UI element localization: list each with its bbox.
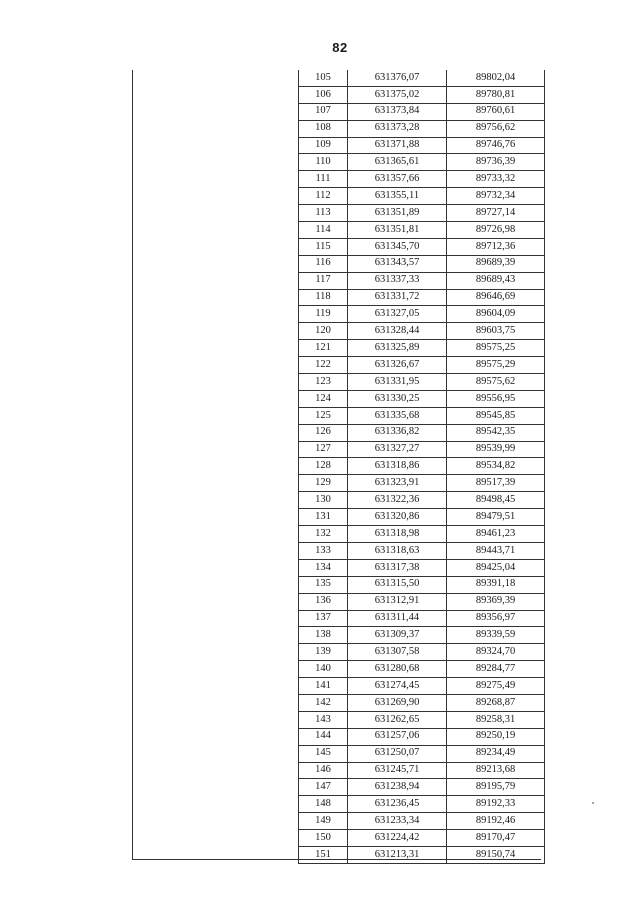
y-coordinate-cell: 89736,39 xyxy=(447,154,545,171)
point-number-cell: 112 xyxy=(299,188,348,205)
y-coordinate-cell: 89733,32 xyxy=(447,171,545,188)
table-row xyxy=(299,154,545,171)
table-row xyxy=(299,357,545,374)
table-row xyxy=(299,458,545,475)
y-coordinate-cell: 89756,62 xyxy=(447,120,545,137)
table-row xyxy=(299,728,545,745)
point-number-cell: 119 xyxy=(299,306,348,323)
table-row xyxy=(299,576,545,593)
x-coordinate-cell: 631327,27 xyxy=(348,441,447,458)
x-coordinate-cell: 631233,34 xyxy=(348,813,447,830)
table-row xyxy=(299,526,545,543)
y-coordinate-cell: 89712,36 xyxy=(447,238,545,255)
x-coordinate-cell: 631317,38 xyxy=(348,559,447,576)
point-number-cell: 109 xyxy=(299,137,348,154)
x-coordinate-cell: 631262,65 xyxy=(348,711,447,728)
y-coordinate-cell: 89575,25 xyxy=(447,340,545,357)
point-number-cell: 138 xyxy=(299,627,348,644)
point-number-cell: 118 xyxy=(299,289,348,306)
point-number-cell: 117 xyxy=(299,272,348,289)
x-coordinate-cell: 631318,86 xyxy=(348,458,447,475)
point-number-cell: 121 xyxy=(299,340,348,357)
y-coordinate-cell: 89234,49 xyxy=(447,745,545,762)
table-row xyxy=(299,86,545,103)
x-coordinate-cell: 631328,44 xyxy=(348,323,447,340)
coordinates-table xyxy=(298,70,545,864)
table-row xyxy=(299,374,545,391)
point-number-cell: 126 xyxy=(299,424,348,441)
y-coordinate-cell: 89760,61 xyxy=(447,103,545,120)
table-row xyxy=(299,255,545,272)
point-number-cell: 122 xyxy=(299,357,348,374)
point-number-cell: 130 xyxy=(299,492,348,509)
point-number-cell: 110 xyxy=(299,154,348,171)
y-coordinate-cell: 89425,04 xyxy=(447,559,545,576)
x-coordinate-cell: 631351,89 xyxy=(348,205,447,222)
point-number-cell: 139 xyxy=(299,644,348,661)
point-number-cell: 115 xyxy=(299,238,348,255)
x-coordinate-cell: 631315,50 xyxy=(348,576,447,593)
point-number-cell: 145 xyxy=(299,745,348,762)
y-coordinate-cell: 89604,09 xyxy=(447,306,545,323)
point-number-cell: 120 xyxy=(299,323,348,340)
x-coordinate-cell: 631320,86 xyxy=(348,509,447,526)
y-coordinate-cell: 89780,81 xyxy=(447,86,545,103)
point-number-cell: 150 xyxy=(299,830,348,847)
x-coordinate-cell: 631375,02 xyxy=(348,86,447,103)
y-coordinate-cell: 89443,71 xyxy=(447,542,545,559)
x-coordinate-cell: 631257,06 xyxy=(348,728,447,745)
table-row xyxy=(299,542,545,559)
y-coordinate-cell: 89461,23 xyxy=(447,526,545,543)
table-row xyxy=(299,103,545,120)
y-coordinate-cell: 89689,43 xyxy=(447,272,545,289)
x-coordinate-cell: 631373,84 xyxy=(348,103,447,120)
y-coordinate-cell: 89802,04 xyxy=(447,70,545,86)
y-coordinate-cell: 89575,29 xyxy=(447,357,545,374)
table-row xyxy=(299,340,545,357)
point-number-cell: 111 xyxy=(299,171,348,188)
table-row xyxy=(299,475,545,492)
x-coordinate-cell: 631331,95 xyxy=(348,374,447,391)
table-row xyxy=(299,796,545,813)
table-row xyxy=(299,289,545,306)
point-number-cell: 105 xyxy=(299,70,348,86)
point-number-cell: 116 xyxy=(299,255,348,272)
point-number-cell: 114 xyxy=(299,222,348,239)
y-coordinate-cell: 89391,18 xyxy=(447,576,545,593)
y-coordinate-cell: 89192,33 xyxy=(447,796,545,813)
point-number-cell: 133 xyxy=(299,542,348,559)
table-row xyxy=(299,272,545,289)
y-coordinate-cell: 89545,85 xyxy=(447,407,545,424)
y-coordinate-cell: 89170,47 xyxy=(447,830,545,847)
table-row xyxy=(299,813,545,830)
point-number-cell: 148 xyxy=(299,796,348,813)
point-number-cell: 140 xyxy=(299,661,348,678)
point-number-cell: 142 xyxy=(299,694,348,711)
y-coordinate-cell: 89213,68 xyxy=(447,762,545,779)
y-coordinate-cell: 89556,95 xyxy=(447,390,545,407)
point-number-cell: 127 xyxy=(299,441,348,458)
point-number-cell: 113 xyxy=(299,205,348,222)
table-row xyxy=(299,424,545,441)
table-row xyxy=(299,779,545,796)
table-row xyxy=(299,205,545,222)
x-coordinate-cell: 631274,45 xyxy=(348,678,447,695)
table-row xyxy=(299,70,545,86)
y-coordinate-cell: 89479,51 xyxy=(447,509,545,526)
y-coordinate-cell: 89258,31 xyxy=(447,711,545,728)
y-coordinate-cell: 89517,39 xyxy=(447,475,545,492)
y-coordinate-cell: 89746,76 xyxy=(447,137,545,154)
table-row xyxy=(299,644,545,661)
table-row xyxy=(299,610,545,627)
x-coordinate-cell: 631345,70 xyxy=(348,238,447,255)
x-coordinate-cell: 631269,90 xyxy=(348,694,447,711)
y-coordinate-cell: 89324,70 xyxy=(447,644,545,661)
y-coordinate-cell: 89498,45 xyxy=(447,492,545,509)
table-row xyxy=(299,137,545,154)
x-coordinate-cell: 631330,25 xyxy=(348,390,447,407)
point-number-cell: 132 xyxy=(299,526,348,543)
y-coordinate-cell: 89195,79 xyxy=(447,779,545,796)
x-coordinate-cell: 631323,91 xyxy=(348,475,447,492)
point-number-cell: 136 xyxy=(299,593,348,610)
x-coordinate-cell: 631238,94 xyxy=(348,779,447,796)
point-number-cell: 141 xyxy=(299,678,348,695)
table-row xyxy=(299,407,545,424)
coordinates-table-body xyxy=(299,70,545,863)
table-row xyxy=(299,627,545,644)
table-row xyxy=(299,678,545,695)
table-row xyxy=(299,593,545,610)
x-coordinate-cell: 631245,71 xyxy=(348,762,447,779)
y-coordinate-cell: 89275,49 xyxy=(447,678,545,695)
y-coordinate-cell: 89268,87 xyxy=(447,694,545,711)
y-coordinate-cell: 89369,39 xyxy=(447,593,545,610)
y-coordinate-cell: 89150,74 xyxy=(447,846,545,863)
x-coordinate-cell: 631351,81 xyxy=(348,222,447,239)
point-number-cell: 107 xyxy=(299,103,348,120)
table-row xyxy=(299,323,545,340)
y-coordinate-cell: 89542,35 xyxy=(447,424,545,441)
table-row xyxy=(299,222,545,239)
table-row xyxy=(299,306,545,323)
x-coordinate-cell: 631371,88 xyxy=(348,137,447,154)
y-coordinate-cell: 89192,46 xyxy=(447,813,545,830)
x-coordinate-cell: 631213,31 xyxy=(348,846,447,863)
y-coordinate-cell: 89726,98 xyxy=(447,222,545,239)
table-row xyxy=(299,188,545,205)
point-number-cell: 143 xyxy=(299,711,348,728)
x-coordinate-cell: 631322,36 xyxy=(348,492,447,509)
x-coordinate-cell: 631376,07 xyxy=(348,70,447,86)
point-number-cell: 125 xyxy=(299,407,348,424)
y-coordinate-cell: 89534,82 xyxy=(447,458,545,475)
point-number-cell: 129 xyxy=(299,475,348,492)
x-coordinate-cell: 631331,72 xyxy=(348,289,447,306)
point-number-cell: 131 xyxy=(299,509,348,526)
table-row xyxy=(299,711,545,728)
table-row xyxy=(299,509,545,526)
y-coordinate-cell: 89284,77 xyxy=(447,661,545,678)
table-row xyxy=(299,238,545,255)
point-number-cell: 151 xyxy=(299,846,348,863)
x-coordinate-cell: 631355,11 xyxy=(348,188,447,205)
x-coordinate-cell: 631335,68 xyxy=(348,407,447,424)
table-row xyxy=(299,694,545,711)
table-row xyxy=(299,171,545,188)
point-number-cell: 135 xyxy=(299,576,348,593)
x-coordinate-cell: 631312,91 xyxy=(348,593,447,610)
table-row xyxy=(299,846,545,863)
table-row xyxy=(299,492,545,509)
x-coordinate-cell: 631357,66 xyxy=(348,171,447,188)
x-coordinate-cell: 631236,45 xyxy=(348,796,447,813)
table-row xyxy=(299,120,545,137)
x-coordinate-cell: 631336,82 xyxy=(348,424,447,441)
point-number-cell: 106 xyxy=(299,86,348,103)
y-coordinate-cell: 89339,59 xyxy=(447,627,545,644)
point-number-cell: 149 xyxy=(299,813,348,830)
x-coordinate-cell: 631327,05 xyxy=(348,306,447,323)
y-coordinate-cell: 89646,69 xyxy=(447,289,545,306)
x-coordinate-cell: 631373,28 xyxy=(348,120,447,137)
point-number-cell: 147 xyxy=(299,779,348,796)
y-coordinate-cell: 89539,99 xyxy=(447,441,545,458)
y-coordinate-cell: 89689,39 xyxy=(447,255,545,272)
y-coordinate-cell: 89732,34 xyxy=(447,188,545,205)
point-number-cell: 124 xyxy=(299,390,348,407)
x-coordinate-cell: 631318,63 xyxy=(348,542,447,559)
point-number-cell: 146 xyxy=(299,762,348,779)
y-coordinate-cell: 89250,19 xyxy=(447,728,545,745)
x-coordinate-cell: 631365,61 xyxy=(348,154,447,171)
x-coordinate-cell: 631337,33 xyxy=(348,272,447,289)
table-row xyxy=(299,559,545,576)
table-row xyxy=(299,762,545,779)
x-coordinate-cell: 631325,89 xyxy=(348,340,447,357)
point-number-cell: 137 xyxy=(299,610,348,627)
table-row xyxy=(299,441,545,458)
y-coordinate-cell: 89727,14 xyxy=(447,205,545,222)
scan-speck xyxy=(592,802,594,804)
point-number-cell: 123 xyxy=(299,374,348,391)
x-coordinate-cell: 631307,58 xyxy=(348,644,447,661)
x-coordinate-cell: 631224,42 xyxy=(348,830,447,847)
x-coordinate-cell: 631250,07 xyxy=(348,745,447,762)
point-number-cell: 108 xyxy=(299,120,348,137)
x-coordinate-cell: 631280,68 xyxy=(348,661,447,678)
table-row xyxy=(299,745,545,762)
point-number-cell: 144 xyxy=(299,728,348,745)
y-coordinate-cell: 89356,97 xyxy=(447,610,545,627)
table-row xyxy=(299,390,545,407)
x-coordinate-cell: 631343,57 xyxy=(348,255,447,272)
page-number: 82 xyxy=(332,40,348,55)
y-coordinate-cell: 89603,75 xyxy=(447,323,545,340)
point-number-cell: 128 xyxy=(299,458,348,475)
table-row xyxy=(299,830,545,847)
point-number-cell: 134 xyxy=(299,559,348,576)
table-row xyxy=(299,661,545,678)
y-coordinate-cell: 89575,62 xyxy=(447,374,545,391)
x-coordinate-cell: 631311,44 xyxy=(348,610,447,627)
x-coordinate-cell: 631326,67 xyxy=(348,357,447,374)
x-coordinate-cell: 631309,37 xyxy=(348,627,447,644)
x-coordinate-cell: 631318,98 xyxy=(348,526,447,543)
